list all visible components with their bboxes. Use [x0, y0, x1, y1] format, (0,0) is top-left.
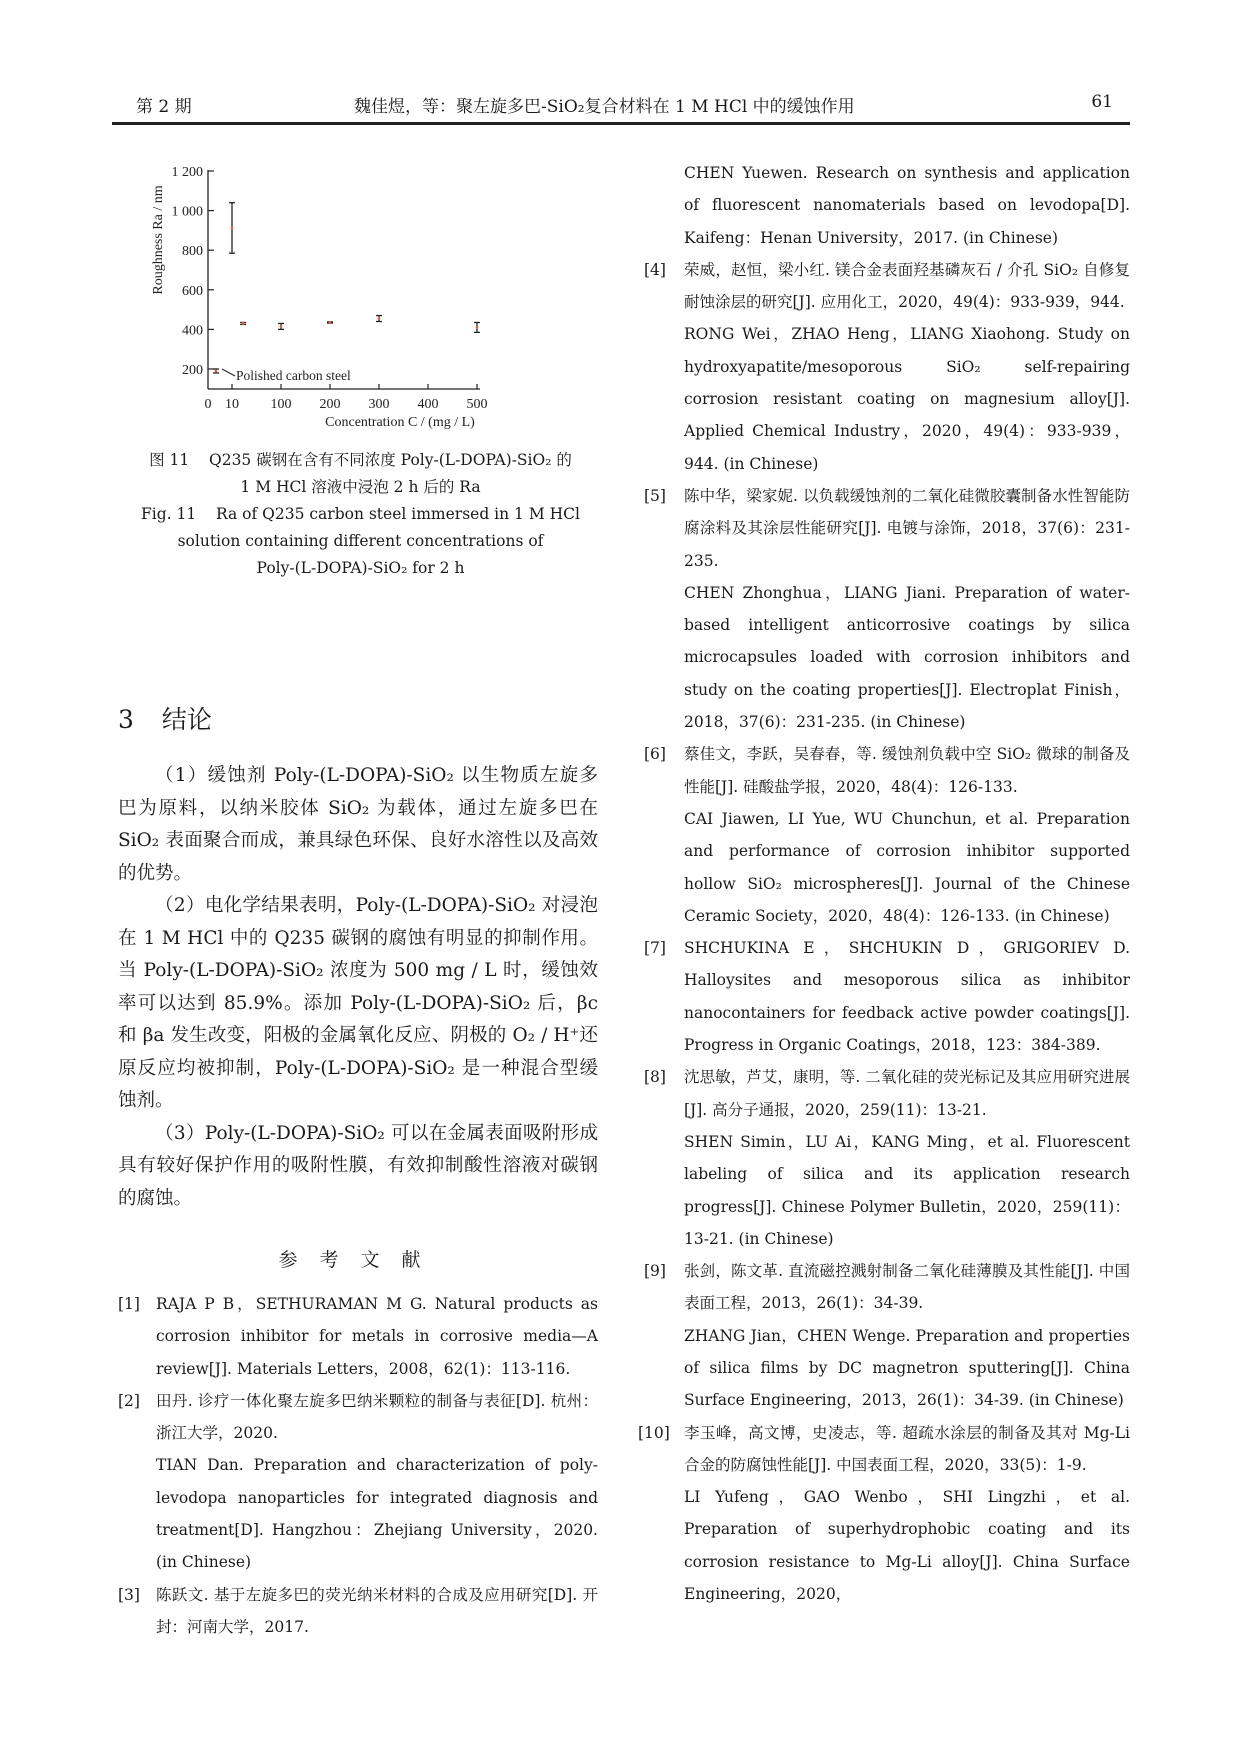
reference-8: [8] 沈思敏，芦艾，康明，等. 二氧化硅的荧光标记及其应用研究进展[J]. 高分子通报，2020，259(11)：13-21. SHEN Simin，LU Ai，KANG Ming，et al. Fluorescent labeling of silica and its application research progress[J]. Chinese Polymer Bulletin，2020，259(11)：13-21. (in Chinese) [644, 1068, 1130, 1248]
data-point [229, 203, 235, 253]
x-tick-label: 100 [270, 397, 292, 412]
reference-3: [3] 陈跃文. 基于左旋多巴的荧光纳米材料的合成及应用研究[D]. 开封：河南大学，2017. [118, 1585, 598, 1636]
point-marker [231, 227, 234, 230]
point-marker [242, 322, 245, 325]
issue-label: 第 2 期 [136, 97, 192, 117]
conclusions [118, 760, 598, 1215]
header-rule [112, 122, 1130, 125]
point-marker [476, 326, 479, 329]
roughness-chart [140, 150, 560, 490]
x-tick-label: 500 [466, 397, 488, 412]
data-point [376, 316, 382, 322]
reference-2: [2] 田丹. 诊疗一体化聚左旋多巴纳米颗粒的制备与表征[D]. 杭州：浙江大学，2020. TIAN Dan. Preparation and characterization of poly-levodopa nanoparticles for integrated diagnosis and treatment[D]. Hangzhou：Zhejiang University，2020. (in Chinese) [118, 1391, 598, 1572]
x-tick-label: 200 [319, 397, 341, 412]
y-tick-label: 1 000 [171, 204, 203, 220]
figure-11 [140, 150, 560, 490]
y-tick-label: 600 [182, 283, 203, 299]
references-heading: 参考文献 [278, 1249, 443, 1271]
point-marker [215, 370, 218, 373]
chart-axes [208, 170, 480, 389]
section-number: 3 [118, 705, 134, 734]
reference-3-continued: CHEN Yuewen. Research on synthesis and application of fluorescent nanomaterials based on levodopa[D]. Kaifeng：Henan University，2017. (in Chinese) [684, 164, 1130, 247]
x-tick-label: 300 [368, 397, 390, 412]
reference-4: [4] 荣威，赵恒，梁小红. 镁合金表面羟基磷灰石 / 介孔 SiO₂ 自修复耐蚀涂层的研究[J]. 应用化工，2020，49(4)：933-939，944. RONG Wei，ZHAO Heng，LIANG Xiaohong. Study on hydroxyapatite/mesoporous SiO₂ self-repairing corrosion resistant coating on magnesium alloy[J]. Applied Chemical Industry，2020，49(4)：933-939，944. (in Chinese) [644, 260, 1130, 473]
reference-9: [9] 张剑，陈文革. 直流磁控溅射制备二氧化硅薄膜及其性能[J]. 中国表面工程，2013，26(1)：34-39. ZHANG Jian，CHEN Wenge. Preparation and properties of silica films by DC magnetron sputtering[J]. China Surface Engineering，2013，26(1)：34-39. (in Chinese) [644, 1262, 1130, 1410]
reference-10: [10] 李玉峰，高文博，史凌志，等. 超疏水涂层的制备及其对 Mg-Li 合金的防腐蚀性能[J]. 中国表面工程，2020，33(5)：1-9. LI Yufeng，GAO Wenbo，SHI Lingzhi，et al. Preparation of superhydrophobic coating and its corrosion resistance to Mg-Li alloy[J]. China Surface Engineering，2020， [638, 1423, 1130, 1604]
references-left-column [118, 1288, 598, 1643]
x-tick-label: 10 [225, 397, 239, 412]
chart-marks [213, 203, 480, 373]
point-marker [329, 321, 332, 324]
reference-5: [5] 陈中华，梁家妮. 以负载缓蚀剂的二氧化硅微胶囊制备水性智能防腐涂料及其涂层性能研究[J]. 电镀与涂饰，2018，37(6)：231-235. CHEN Zhonghua，LIANG Jiani. Preparation of water-based intelligent anticorrosive coatings by silica microcapsules loaded with corrosion inhibitors and study on the coating properties[J]. Electroplat Finish，2018，37(6)：231-235. (in Chinese) [644, 486, 1130, 732]
caption-en-line2: solution containing different concentrations of [177, 532, 544, 550]
annotation-leader-line [222, 369, 235, 376]
point-marker [280, 325, 283, 328]
data-point [213, 369, 219, 373]
data-point [240, 322, 246, 325]
caption-en-line3: Poly-(L-DOPA)-SiO₂ for 2 h [256, 559, 465, 577]
annotation-polished-carbon-steel: Polished carbon steel [236, 368, 351, 383]
y-tick-label: 800 [182, 244, 203, 260]
data-point [474, 322, 480, 332]
data-point [327, 321, 333, 324]
running-header [118, 88, 1123, 122]
point-marker [378, 317, 381, 320]
conclusion-3: （3）Poly-(L-DOPA)-SiO₂ 可以在金属表面吸附形成具有较好保护作用的吸附性膜，有效抑制酸性溶液对碳钢的腐蚀。 [118, 1122, 598, 1209]
section-heading [118, 700, 212, 736]
y-tick-label: 400 [182, 323, 203, 339]
running-title: 魏佳煜，等：聚左旋多巴-SiO₂复合材料在 1 M HCl 中的缓蚀作用 [354, 97, 855, 117]
page-number: 61 [1091, 92, 1113, 112]
references-right-column [638, 157, 1130, 1610]
reference-1: [1] RAJA P B，SETHURAMAN M G. Natural products as corrosion inhibitor for metals in corrosive media—A review[J]. Materials Letters，2008，62(1)：113-116. [118, 1295, 598, 1378]
y-axis-label: Roughness Ra / nm [151, 185, 166, 295]
caption-en-line1: Fig. 11 Ra of Q235 carbon steel immersed in 1 M HCl [141, 505, 580, 523]
reference-6: [6] 蔡佳文，李跃，吴春春，等. 缓蚀剂负载中空 SiO₂ 微球的制备及性能[J]. 硅酸盐学报，2020，48(4)：126-133. CAI Jiawen, LI Yue, WU Chunchun, et al. Preparation and performance of corrosion inhibitor supported hollow SiO₂ microspheres[J]. Journal of the Chinese Ceramic Society，2020，48(4)：126-133. (in Chinese) [644, 745, 1130, 925]
caption-cn-line2: 1 M HCl 溶液中浸泡 2 h 后的 Ra [240, 478, 481, 496]
y-tick-label: 200 [182, 363, 203, 378]
data-point [278, 323, 284, 329]
conclusion-1: （1）缓蚀剂 Poly-(L-DOPA)-SiO₂ 以生物质左旋多巴为原料，以纳米胶体 SiO₂ 为载体，通过左旋多巴在 SiO₂ 表面聚合而成，兼具绿色环保、良好水溶性以及高效的优势。 [118, 765, 598, 884]
y-tick-label: 1 200 [171, 165, 203, 180]
conclusion-2: （2）电化学结果表明，Poly-(L-DOPA)-SiO₂ 对浸泡在 1 M HCl 中的 Q235 碳钢的腐蚀有明显的抑制作用。当 Poly-(L-DOPA)-SiO₂ 浓度为 500 mg / L 时，缓蚀效率可以达到 85.9%。添加 Poly-(L-DOPA)-SiO₂ 后，βc 和 βa 发生改变，阳极的金属氧化反应、阴极的 O₂ / H⁺还原反应均被抑制，Poly-(L-DOPA)-SiO₂ 是一种混合型缓蚀剂。 [118, 895, 598, 1111]
x-axis-label: Concentration C / (mg / L) [325, 415, 475, 430]
section-title-text: 结论 [161, 705, 212, 734]
figure-caption [118, 447, 603, 582]
caption-cn-line1: 图 11 Q235 碳钢在含有不同浓度 Poly-(L-DOPA)-SiO₂ 的 [149, 451, 572, 469]
reference-7: [7] SHCHUKINA E，SHCHUKIN D，GRIGORIEV D. Halloysites and mesoporous silica as inhibitor nanocontainers for feedback active powder coatings[J]. Progress in Organic Coatings，2018，123：384-389. [644, 939, 1130, 1055]
x-tick-label: 400 [417, 397, 439, 412]
x-tick-label: 0 [204, 397, 212, 412]
